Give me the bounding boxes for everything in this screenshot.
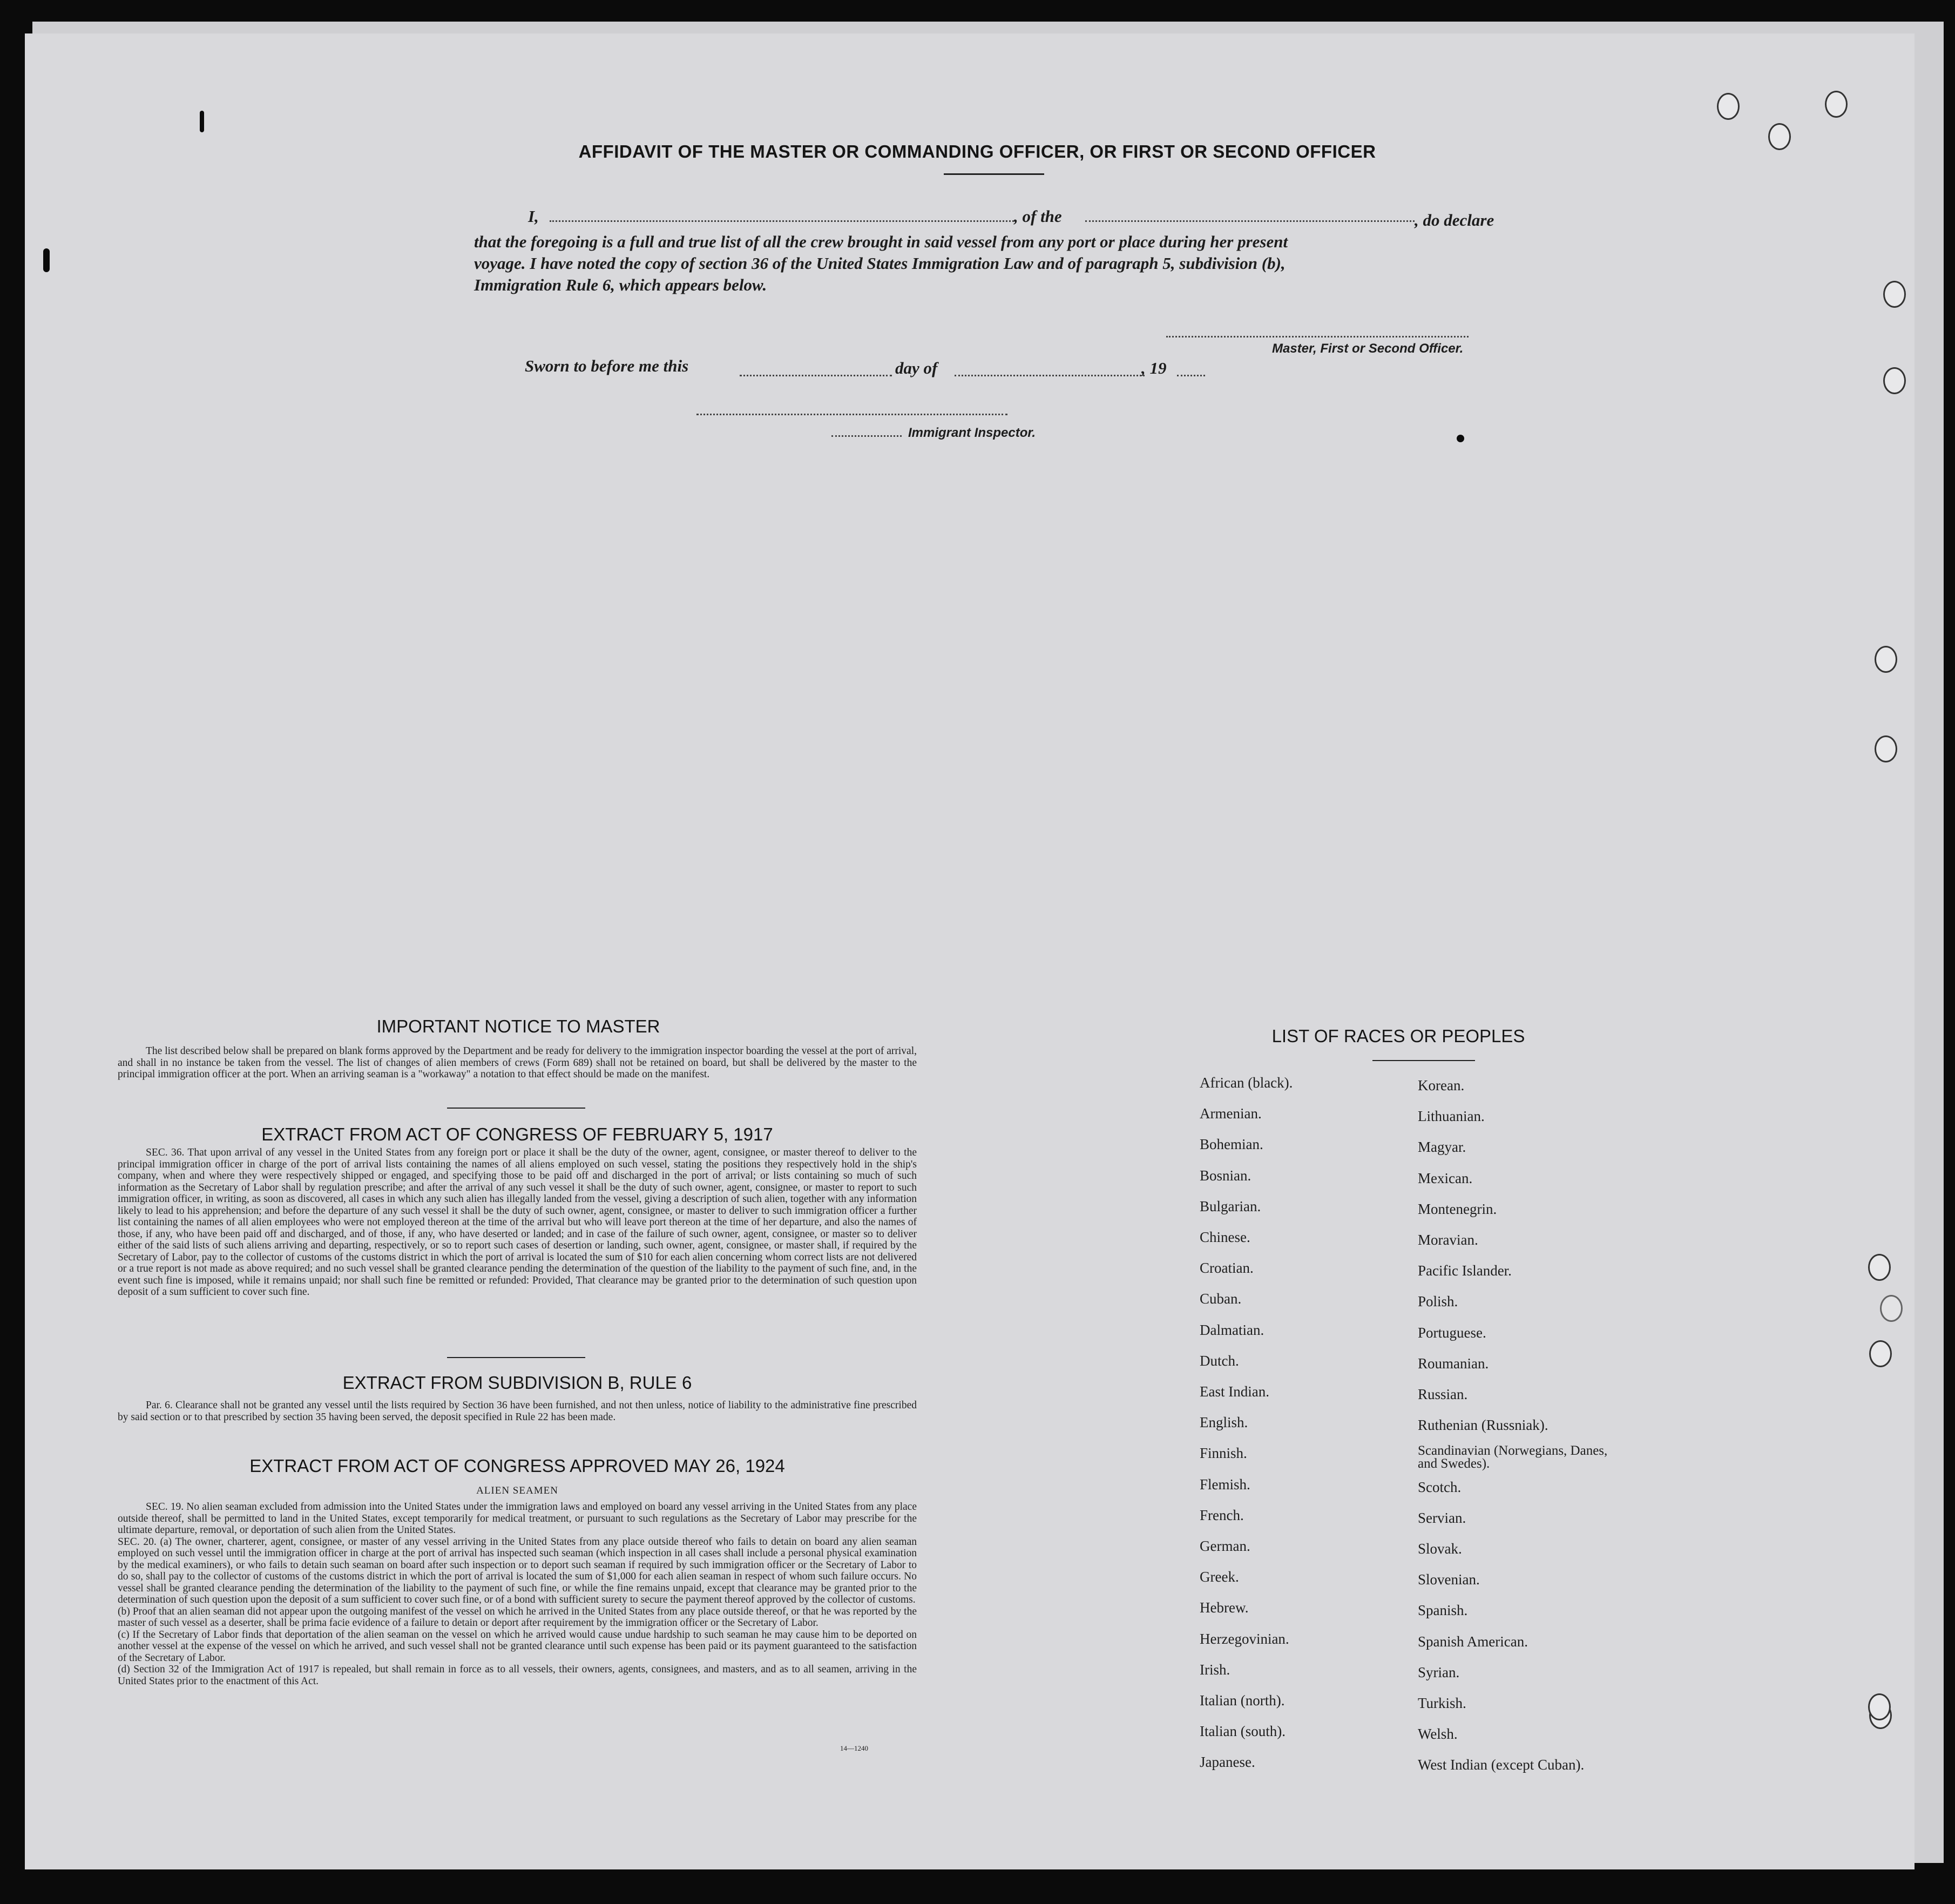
binder-hole: [1717, 93, 1740, 120]
sworn-year-prefix: , 19: [1141, 359, 1167, 377]
race-item: Korean.: [1418, 1077, 1465, 1093]
extract-1924-title: EXTRACT FROM ACT OF CONGRESS APPROVED MAY 26, 1924: [249, 1456, 785, 1476]
sworn-year-blank[interactable]: [1177, 375, 1205, 376]
race-item: Croatian.: [1200, 1260, 1254, 1277]
race-item: Dutch.: [1200, 1352, 1239, 1369]
binder-hole: [1875, 646, 1897, 673]
race-item: Servian.: [1418, 1509, 1466, 1526]
sworn-label: Sworn to before me this: [525, 356, 689, 375]
race-item: Syrian.: [1418, 1664, 1460, 1680]
declaration-of-the: , of the: [1014, 207, 1062, 226]
race-item: Turkish.: [1418, 1695, 1466, 1711]
inspector-signature-blank[interactable]: [696, 414, 1007, 415]
sworn-day-blank[interactable]: [740, 375, 892, 376]
declaration-i: I,: [528, 207, 539, 226]
race-item: Lithuanian.: [1418, 1108, 1485, 1125]
scan-mark: [1457, 435, 1464, 442]
declaration-line-4: Immigration Rule 6, which appears below.: [474, 275, 767, 294]
extract-1917-divider: [447, 1357, 585, 1358]
race-item: Italian (south).: [1200, 1723, 1286, 1740]
form-number: 14—1240: [840, 1744, 868, 1752]
inspector-leader-dots: [831, 435, 902, 437]
race-item: Montenegrin.: [1418, 1200, 1497, 1217]
race-item: Slovak.: [1418, 1541, 1462, 1557]
declaration-line-2: that the foregoing is a full and true list of all the crew brought in said vessel from any port or place during her present: [474, 232, 1288, 251]
races-title: LIST OF RACES OR PEOPLES: [1271, 1026, 1525, 1046]
race-item: Scotch.: [1418, 1478, 1462, 1495]
binder-hole: [1768, 123, 1791, 150]
race-item: Flemish.: [1200, 1476, 1250, 1493]
race-item: Cuban.: [1200, 1291, 1242, 1307]
race-item: West Indian (except Cuban).: [1418, 1757, 1585, 1773]
race-item: Finnish.: [1200, 1445, 1247, 1462]
race-item: German.: [1200, 1538, 1250, 1554]
binder-hole: [1825, 91, 1848, 118]
race-item: Italian (north).: [1200, 1692, 1285, 1709]
race-item: Slovenian.: [1418, 1571, 1480, 1588]
race-item: East Indian.: [1200, 1383, 1269, 1400]
race-item: English.: [1200, 1414, 1248, 1431]
race-item: Japanese.: [1200, 1754, 1255, 1771]
race-item: African (black).: [1200, 1075, 1293, 1091]
race-item: Spanish American.: [1418, 1633, 1528, 1650]
sworn-day-of: day of: [895, 359, 938, 377]
sworn-month-blank[interactable]: [955, 375, 1145, 376]
declaration-line-3: voyage. I have noted the copy of section 36 of the United States Immigration Law and of paragraph 5, subdivision (b),: [474, 254, 1286, 273]
scan-mark: [43, 248, 50, 272]
extract-1917-body: SEC. 36. That upon arrival of any vessel in the United States from any foreign port or place it shall be the duty of the owner, agent, consignee, or master thereof to deliver to the principal immigration officer in charge of the port of arrival lists containing the names of all aliens employed on such vessel, stating the positions they respectively hold in the ship's company, when and where they were respectively shipped or engaged, and specifying those to be paid off and discharged in the port of arrival; or lists containing so much of such information as the Secretary of Labor shall by regulation prescribe; and after the arrival of any such vessel it shall be the duty of such owner, agent, consignee, or master to report to such immigration officer, in writing, as soon as discovered, all cases in which any such alien has illegally landed from the vessel, giving a description of such alien, together with any information likely to lead to his apprehension; and before the departure of any such vessel it shall be the duty of such owner, agent, consignee, or master to deliver to such immigration officer a further list containing the names of all alien employees who were not employed thereon at the time of the arrival but who will leave port thereon at the time of her departure, and also the names of those, if any, who have been paid off and discharged, and of those, if any, who have deserted or landed; and in case of the failure of such owner, agent, consignee, or master so to deliver either of the said lists of such aliens arriving and departing, respectively, or so to report such cases of desertion or landing, such owner, agent, consignee, or master shall, if required by the Secretary of Labor, pay to the collector of customs of the customs district in which the port of arrival is located the sum of $10 for each alien concerning whom correct lists are not delivered or a true report is not made as above required; and no such vessel shall be granted clearance pending the determination of the question of the liability to the payment of such fine, and, in the event such fine is imposed, while it remains unpaid; nor shall such fine be remitted or refunded: Provided, That clearance may be granted prior to the determination of such question upon deposit of a sum sufficient to cover such fine.: [118, 1147, 917, 1298]
race-item: Bosnian.: [1200, 1167, 1252, 1184]
extract-1924-body: SEC. 19. No alien seaman excluded from admission into the United States under the immigration laws and employed on board any vessel arriving in the United States from any place outside thereof, shall be permitted to land in the United States, except temporarily for medical treatment, or pursuant to such regulations as the Secretary of Labor may prescribe for the ultimate departure, removal, or deportation of such alien from the United States. SEC. 20. (a) The owner, charterer, agent, consignee, or master of any vessel arriving in the United States from any place outside thereof who fails to detain on board any alien seaman employed on such vessel until the immigration officer in charge at the port of arrival has inspected such seaman (which inspection in all cases shall include a personal physical examination by the medical examiners), or who fails to detain such seaman on board after such inspection or to deport such seaman if required by such immigration officer or the Secretary of Labor to do so, shall pay to the collector of customs of the customs district in which the port of arrival is located the sum of $1,000 for each alien seaman in respect of whom such failure occurs. No vessel shall be granted clearance pending the determination of the liability to the payment of such fine, or while the fine remains unpaid, except that clearance may be granted prior to the determination of such question upon the deposit of a sum sufficient to cover such fine, or of a bond with sufficient surety to secure the payment thereof approved by the collector of customs. (b) Proof that an alien seaman did not appear upon the outgoing manifest of the vessel on which he arrived in the United States from any place outside thereof, or that he was reported by the master of such vessel as a deserter, shall be prima facie evidence of a failure to detain or deport after requirement by the immigration officer or the Secretary of Labor. (c) If the Secretary of Labor finds that deportation of the alien seaman on the vessel on which he arrived would cause undue hardship to such seaman he may cause him to be deported on another vessel at the expense of the vessel on which he arrived, and such vessel shall not be granted clearance until such expense has been paid or its payment guaranteed to the satisfaction of the Secretary of Labor. (d) Section 32 of the Immigration Act of 1917 is repealed, but shall remain in force as to all vessels, their owners, agents, consignees, and masters, and as to all seamen, arriving in the United States prior to the enactment of this Act.: [118, 1501, 917, 1687]
race-item: Armenian.: [1200, 1105, 1262, 1122]
binder-hole: [1880, 1295, 1903, 1322]
race-item: Dalmatian.: [1200, 1321, 1264, 1338]
race-item: French.: [1200, 1507, 1244, 1523]
declaration-do-declare: , do declare: [1415, 211, 1494, 229]
name-blank[interactable]: [550, 220, 1014, 222]
vessel-blank[interactable]: [1085, 220, 1415, 222]
affidavit-title: AFFIDAVIT OF THE MASTER OR COMMANDING OFFICER, OR FIRST OR SECOND OFFICER: [578, 141, 1376, 161]
race-item: Russian.: [1418, 1386, 1468, 1402]
notice-title: IMPORTANT NOTICE TO MASTER: [376, 1016, 660, 1036]
race-item: Herzegovinian.: [1200, 1630, 1289, 1647]
race-item: Magyar.: [1418, 1139, 1466, 1156]
race-item: Spanish.: [1418, 1602, 1468, 1619]
extract-1924-subtitle: ALIEN SEAMEN: [476, 1485, 558, 1496]
race-item: Scandinavian (Norwegians, Danes, and Swedes).: [1418, 1443, 1608, 1471]
notice-body: The list described below shall be prepared on blank forms approved by the Department and be ready for delivery to the immigration inspector boarding the vessel at the port of arrival, and shall in no instance be taken from the vessel. The list of changes of alien members of crews (Form 689) shall not be retained on board, but shall be delivered by the master to the principal immigration officer at the port. When an arriving seaman is a "workaway" a notation to that effect should be made on the manifest.: [118, 1045, 917, 1080]
race-item: Welsh.: [1418, 1726, 1458, 1743]
race-item: Irish.: [1200, 1661, 1230, 1678]
binder-hole: [1868, 1693, 1891, 1720]
extract-rule6-title: EXTRACT FROM SUBDIVISION B, RULE 6: [342, 1373, 692, 1393]
title-divider: [944, 173, 1044, 175]
extract-1917-title: EXTRACT FROM ACT OF CONGRESS OF FEBRUARY 5, 1917: [261, 1124, 773, 1144]
race-item: Portuguese.: [1418, 1324, 1486, 1341]
notice-divider: [447, 1108, 585, 1109]
scan-mark: [200, 111, 204, 132]
race-item: Greek.: [1200, 1569, 1239, 1585]
binder-hole: [1883, 281, 1906, 308]
master-signature-blank[interactable]: [1166, 336, 1469, 337]
binder-hole: [1875, 735, 1897, 762]
master-signature-label: Master, First or Second Officer.: [1272, 341, 1464, 356]
race-item: Moravian.: [1418, 1232, 1478, 1248]
race-item: Hebrew.: [1200, 1599, 1249, 1616]
inspector-label: Immigrant Inspector.: [908, 426, 1036, 440]
binder-hole: [1868, 1254, 1891, 1281]
race-item: Mexican.: [1418, 1170, 1473, 1186]
race-item: Polish.: [1418, 1293, 1458, 1310]
race-item: Chinese.: [1200, 1229, 1250, 1245]
race-item: Bulgarian.: [1200, 1198, 1261, 1214]
race-item: Bohemian.: [1200, 1136, 1263, 1153]
extract-rule6-body: Par. 6. Clearance shall not be granted any vessel until the lists required by Section 36 have been furnished, and not then unless, notice of liability to the administrative fine prescribed by said section or to that prescribed by section 35 having been served, the deposit specified in Rule 22 has been made.: [118, 1400, 917, 1423]
binder-hole: [1883, 367, 1906, 394]
race-item: Ruthenian (Russniak).: [1418, 1417, 1548, 1434]
races-divider: [1372, 1060, 1475, 1061]
race-item: Roumanian.: [1418, 1355, 1489, 1372]
race-item: Pacific Islander.: [1418, 1262, 1512, 1279]
